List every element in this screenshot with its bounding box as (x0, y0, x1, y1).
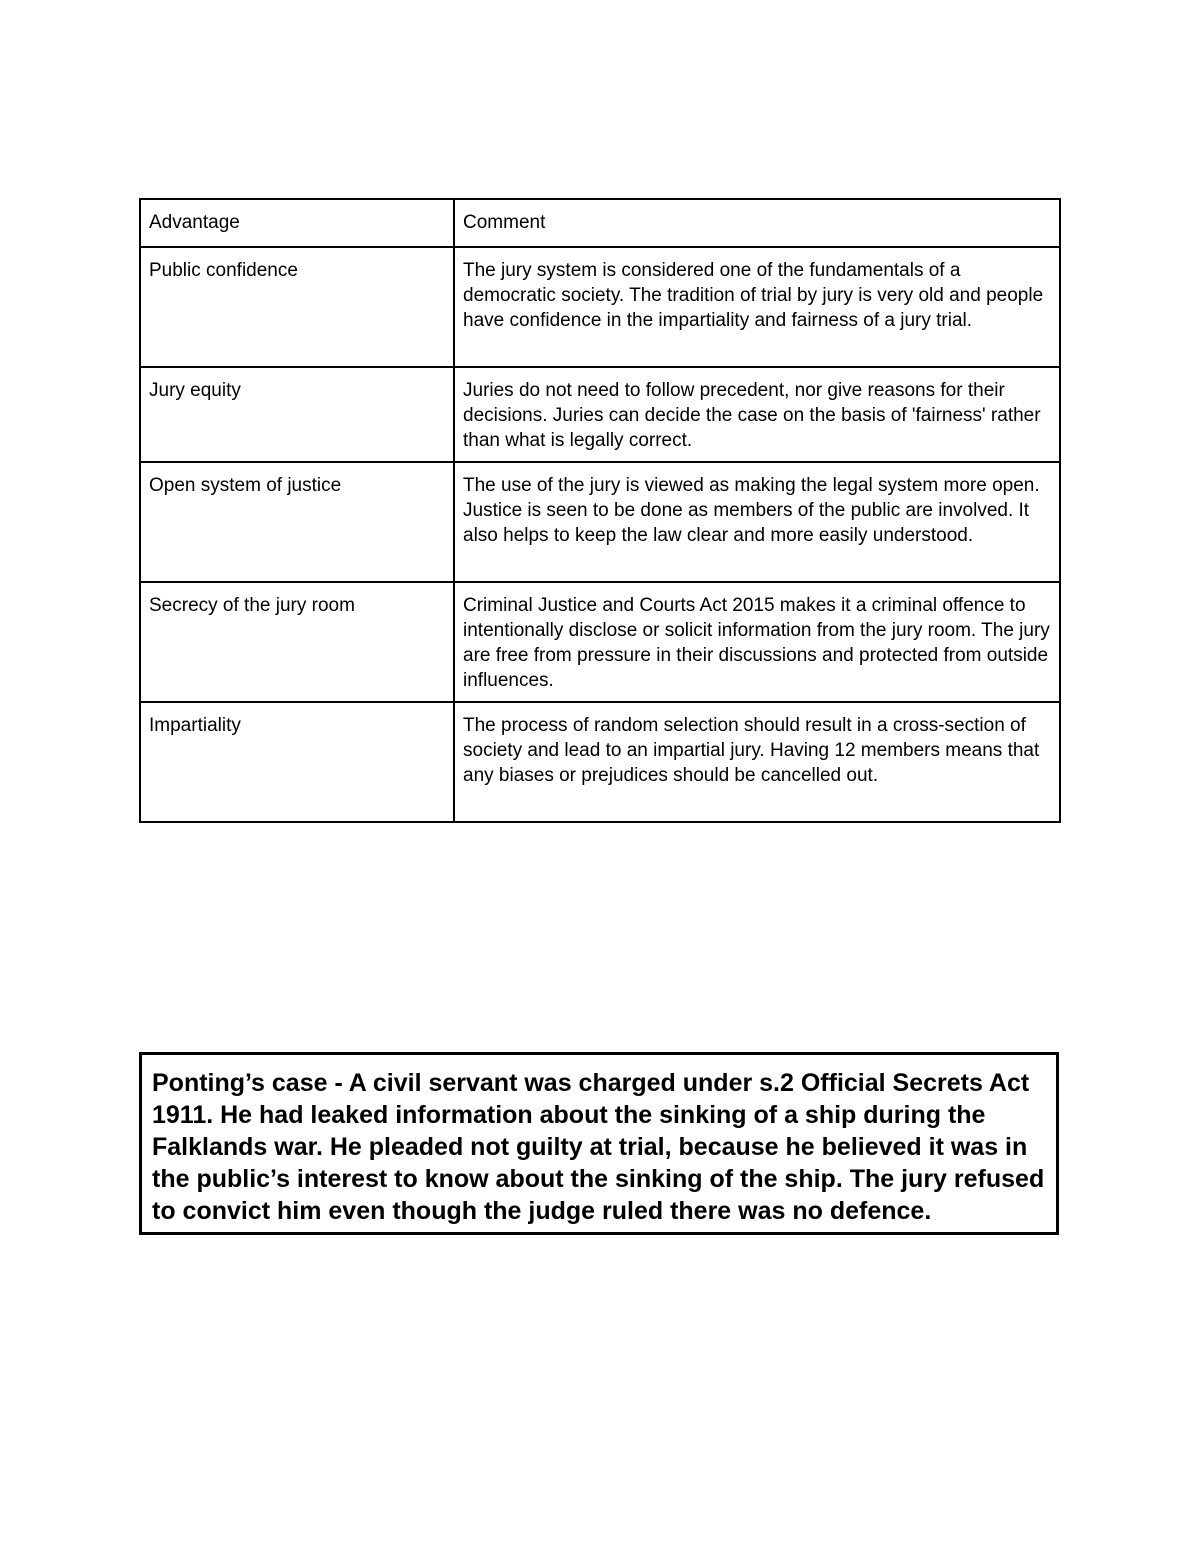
table-row (140, 462, 1060, 582)
comment-cell: Juries do not need to follow precedent, nor give reasons for their decisions. Juries can decide the case on the basis of 'fairness' rather than what is legally correct. (454, 367, 1060, 462)
table-row (140, 247, 1060, 367)
table-header-row (140, 199, 1060, 247)
table-row (140, 702, 1060, 822)
comment-cell: The jury system is considered one of the fundamentals of a democratic society. The tradition of trial by jury is very old and people have confidence in the impartiality and fairness of a jury trial. (454, 247, 1060, 367)
pontings-case-box (139, 1052, 1059, 1235)
header-advantage: Advantage (140, 199, 454, 247)
advantage-cell: Open system of justice (140, 462, 454, 582)
comment-cell: The use of the jury is viewed as making the legal system more open. Justice is seen to be done as members of the public are involved. It also helps to keep the law clear and more easily understood. (454, 462, 1060, 582)
table-row (140, 367, 1060, 462)
advantage-cell: Impartiality (140, 702, 454, 822)
advantage-cell: Secrecy of the jury room (140, 582, 454, 702)
case-text: - A civil servant was charged under s.2 Official Secrets Act 1911. He had leaked information about the sinking of a ship during the Falklands war. He pleaded not guilty at trial, because he believed it was in the public’s interest to know about the sinking of the ship. The jury refused to convict him even though the judge ruled there was no defence. (152, 1069, 1045, 1225)
comment-cell: Criminal Justice and Courts Act 2015 makes it a criminal offence to intentionally disclose or solicit information from the jury room. The jury are free from pressure in their discussions and protected from outside influences. (454, 582, 1060, 702)
comment-cell: The process of random selection should result in a cross-section of society and lead to an impartial jury. Having 12 members means that any biases or prejudices should be cancelled out. (454, 702, 1060, 822)
case-title: Ponting’s case (152, 1069, 328, 1097)
advantages-table (139, 198, 1061, 823)
advantage-cell: Jury equity (140, 367, 454, 462)
table-row (140, 582, 1060, 702)
header-comment: Comment (454, 199, 1060, 247)
advantage-cell: Public confidence (140, 247, 454, 367)
